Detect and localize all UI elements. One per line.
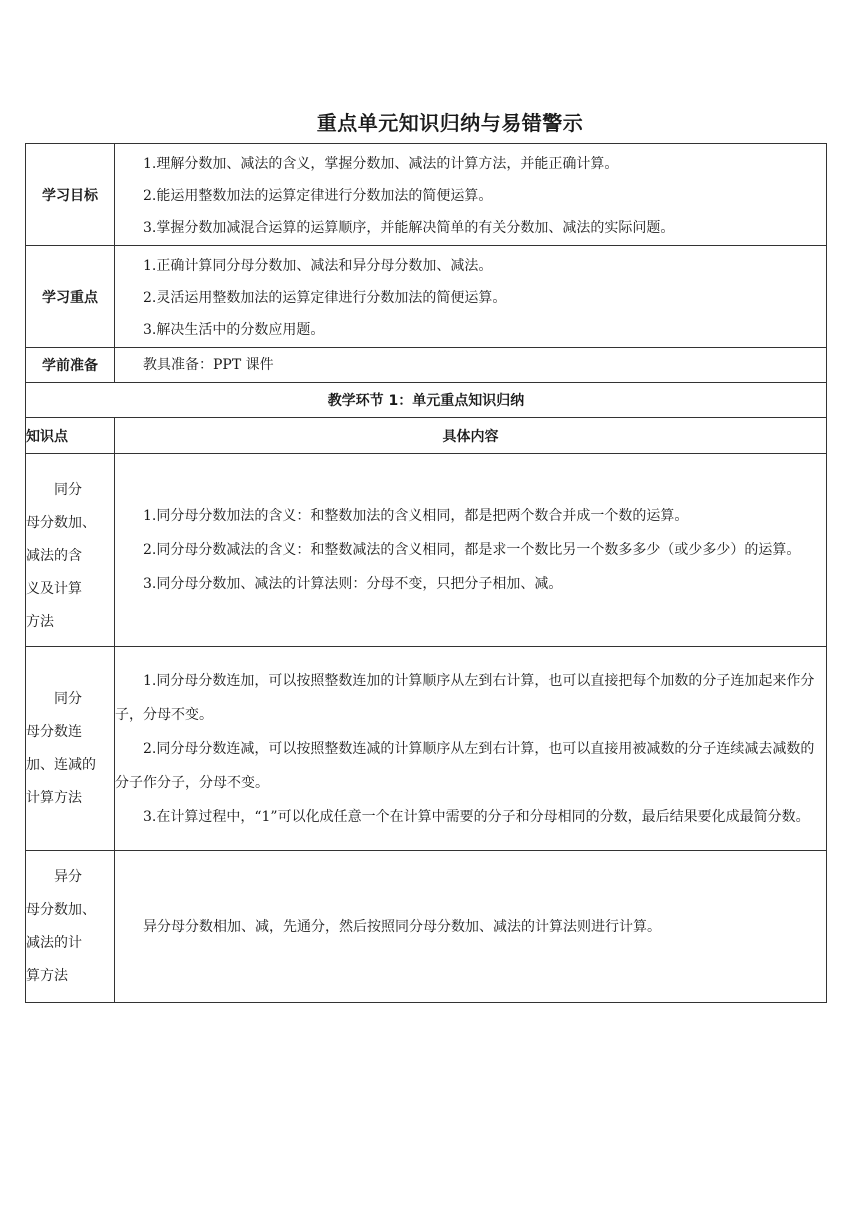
knowledge-point [26, 454, 115, 647]
prep-text: 教具准备：PPT 课件 [143, 357, 274, 373]
focus-row [26, 246, 827, 348]
goals-content [115, 144, 827, 246]
content-paragraph: 异分母分数相加、减，先通分，然后按照同分母分数加、减法的计算法则进行计算。 [143, 918, 661, 935]
point-line: 方法 [26, 613, 54, 630]
point-line: 同分 [54, 481, 82, 498]
point-line: 减法的含 [26, 547, 82, 564]
knowledge-content [115, 647, 827, 851]
page-title: 重点单元知识归纳与易错警示 [316, 111, 584, 135]
section-title: 教学环节 1：单元重点知识归纳 [26, 383, 827, 418]
point-line: 母分数加、 [26, 901, 96, 918]
focus-item: 2.灵活运用整数加法的运算定律进行分数加法的简便运算。 [143, 290, 507, 306]
goal-item: 2.能运用整数加法的运算定律进行分数加法的简便运算。 [143, 188, 493, 204]
knowledge-row [26, 454, 827, 647]
content-paragraph: 1.同分母分数连加，可以按照整数连加的计算顺序从左到右计算，也可以直接把每个加数的分子连加起来作分子，分母不变。 [115, 672, 815, 723]
point-line: 计算方法 [26, 789, 82, 806]
point-line: 同分 [54, 690, 82, 707]
prep-content [115, 348, 827, 383]
point-line: 义及计算 [26, 580, 82, 597]
point-line: 异分 [54, 868, 82, 885]
knowledge-point [26, 851, 115, 1003]
point-line: 加、连减的 [26, 756, 96, 773]
content-paragraph: 3.同分母分数加、减法的计算法则：分母不变，只把分子相加、减。 [143, 576, 563, 592]
goals-label: 学习目标 [26, 144, 115, 246]
content-paragraph: 2.同分母分数连减，可以按照整数连减的计算顺序从左到右计算，也可以直接用被减数的分子连续减去减数的分子作分子，分母不变。 [115, 740, 815, 791]
point-line: 算方法 [26, 967, 68, 984]
lesson-table [25, 143, 827, 1003]
goal-item: 3.掌握分数加减混合运算的运算顺序，并能解决简单的有关分数加、减法的实际问题。 [143, 220, 675, 236]
prep-label: 学前准备 [26, 348, 115, 383]
knowledge-row [26, 851, 827, 1003]
focus-content [115, 246, 827, 348]
content-paragraph: 3.在计算过程中，“1”可以化成任意一个在计算中需要的分子和分母相同的分数，最后结果要化成最简分数。 [143, 808, 810, 825]
point-line: 母分数加、 [26, 514, 96, 531]
point-line: 减法的计 [26, 934, 82, 951]
knowledge-row [26, 647, 827, 851]
content-paragraph: 2.同分母分数减法的含义：和整数减法的含义相同，都是求一个数比另一个数多多少（或少多少）的运算。 [143, 542, 801, 558]
col-header-content: 具体内容 [115, 418, 827, 454]
header-row [26, 418, 827, 454]
knowledge-content [115, 851, 827, 1003]
prep-row [26, 348, 827, 383]
focus-label: 学习重点 [26, 246, 115, 348]
col-header-point: 知识点 [26, 418, 115, 454]
knowledge-point [26, 647, 115, 851]
knowledge-content [115, 454, 827, 647]
goal-item: 1.理解分数加、减法的含义，掌握分数加、减法的计算方法，并能正确计算。 [143, 156, 619, 172]
section-row [26, 383, 827, 418]
focus-item: 3.解决生活中的分数应用题。 [143, 322, 325, 338]
content-paragraph: 1.同分母分数加法的含义：和整数加法的含义相同，都是把两个数合并成一个数的运算。 [143, 508, 689, 524]
point-line: 母分数连 [26, 723, 82, 740]
goals-row [26, 144, 827, 246]
focus-item: 1.正确计算同分母分数加、减法和异分母分数加、减法。 [143, 258, 493, 274]
